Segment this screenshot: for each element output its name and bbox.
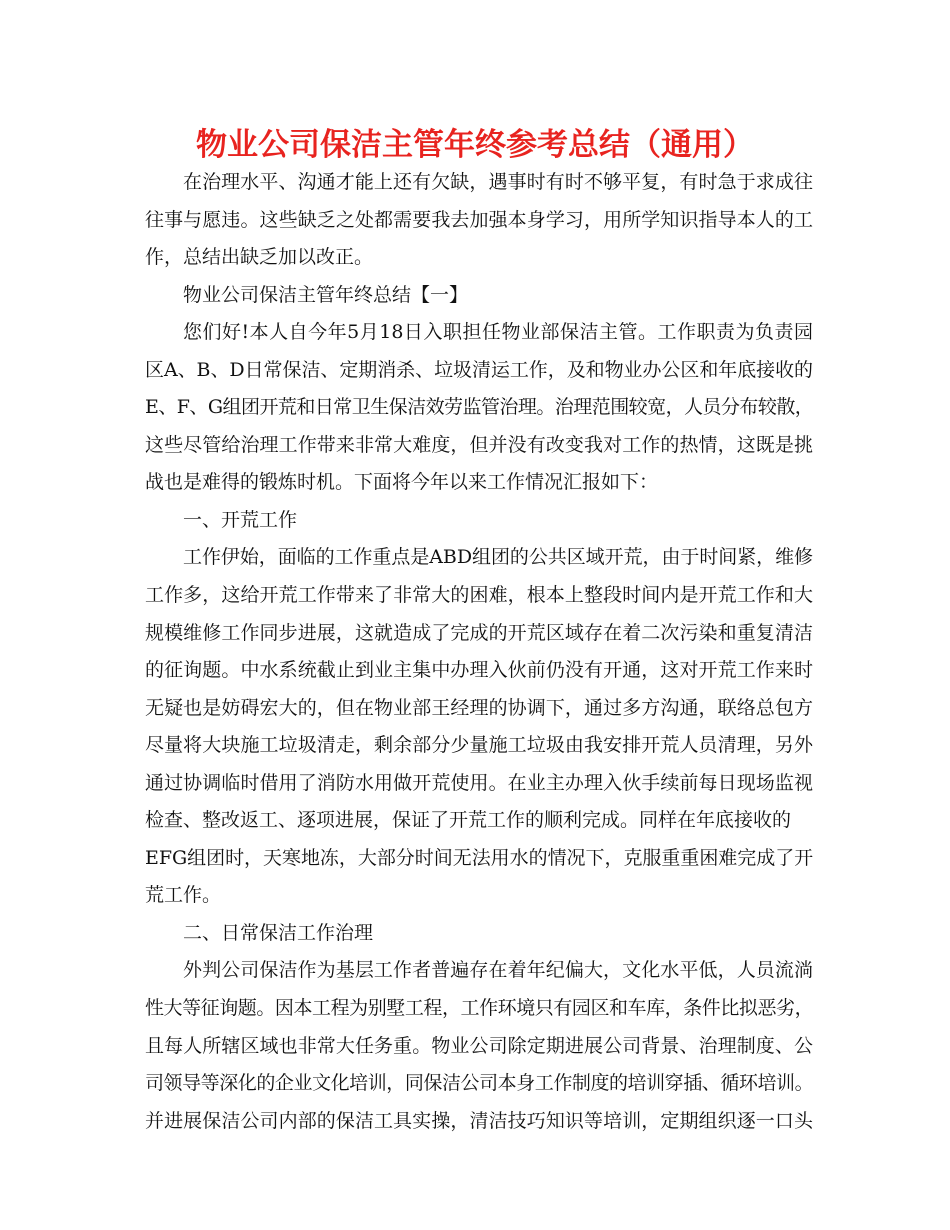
body-line: 无疑也是妨碍宏大的，但在物业部王经理的协调下，通过多方沟通，联络总包方	[145, 696, 813, 719]
body-line: 检查、整改返工、逐项进展，保证了开荒工作的顺利完成。同样在年底接收的	[145, 809, 792, 832]
body-line: 作，总结出缺乏加以改正。	[145, 246, 374, 269]
body-line: 区A、B、D日常保洁、定期消杀、垃圾清运工作，及和物业办公区和年底接收的	[145, 358, 813, 381]
body-line: 且每人所辖区域也非常大任务重。物业公司除定期进展公司背景、治理制度、公	[145, 1034, 813, 1057]
body-line: 二、日常保洁工作治理	[183, 921, 374, 944]
body-line: 工作多，这给开荒工作带来了非常大的困难，根本上整段时间内是开荒工作和大	[145, 584, 813, 607]
body-line: 您们好!本人自今年5月18日入职担任物业部保洁主管。工作职责为负责园	[183, 321, 813, 344]
body-line: 在治理水平、沟通才能上还有欠缺，遇事时有时不够平复，有时急于求成往	[183, 171, 813, 193]
body-line: 往事与愿违。这些缺乏之处都需要我去加强本身学习，用所学知识指导本人的工	[145, 208, 813, 231]
body-line: 性大等征询题。因本工程为别墅工程，工作环境只有园区和车库，条件比拟恶劣，	[145, 997, 814, 1020]
document-body	[145, 164, 813, 1140]
body-line: 荒工作。	[145, 884, 222, 907]
body-line: 工作伊始，面临的工作重点是ABD组团的公共区域开荒，由于时间紧，维修	[183, 546, 813, 569]
body-line: 司领导等深化的企业文化培训，同保洁公司本身工作制度的培训穿插、循环培训。	[145, 1072, 814, 1095]
body-line: 并进展保洁公司内部的保洁工具实操，清洁技巧知识等培训，定期组织逐一口头	[145, 1109, 813, 1132]
body-line: E、F、G组团开荒和日常卫生保洁效劳监管治理。治理范围较宽，人员分布较散，	[145, 396, 814, 419]
body-line: 战也是难得的锻炼时机。下面将今年以来工作情况汇报如下：	[145, 471, 659, 494]
body-line: 规模维修工作同步进展，这就造成了完成的开荒区域存在着二次污染和重复清洁	[145, 621, 813, 644]
body-line: 一、开荒工作	[183, 508, 298, 531]
body-line: 外判公司保洁作为基层工作者普遍存在着年纪偏大，文化水平低，人员流淌	[183, 959, 813, 982]
body-line: 的征询题。中水系统截止到业主集中办理入伙前仍没有开通，这对开荒工作来时	[145, 659, 813, 682]
body-line: 尽量将大块施工垃圾清走，剩余部分少量施工垃圾由我安排开荒人员清理，另外	[145, 734, 813, 757]
body-line: EFG组团时，天寒地冻，大部分时间无法用水的情况下，克服重重困难完成了开	[145, 846, 814, 869]
document-title: 物业公司保洁主管年终参考总结（通用）	[196, 127, 754, 163]
body-line: 通过协调临时借用了消防水用做开荒使用。在业主办理入伙手续前每日现场监视	[145, 771, 813, 794]
body-line: 物业公司保洁主管年终总结【一】	[183, 283, 469, 306]
body-line: 这些尽管给治理工作带来非常大难度，但并没有改变我对工作的热情，这既是挑	[145, 433, 813, 456]
